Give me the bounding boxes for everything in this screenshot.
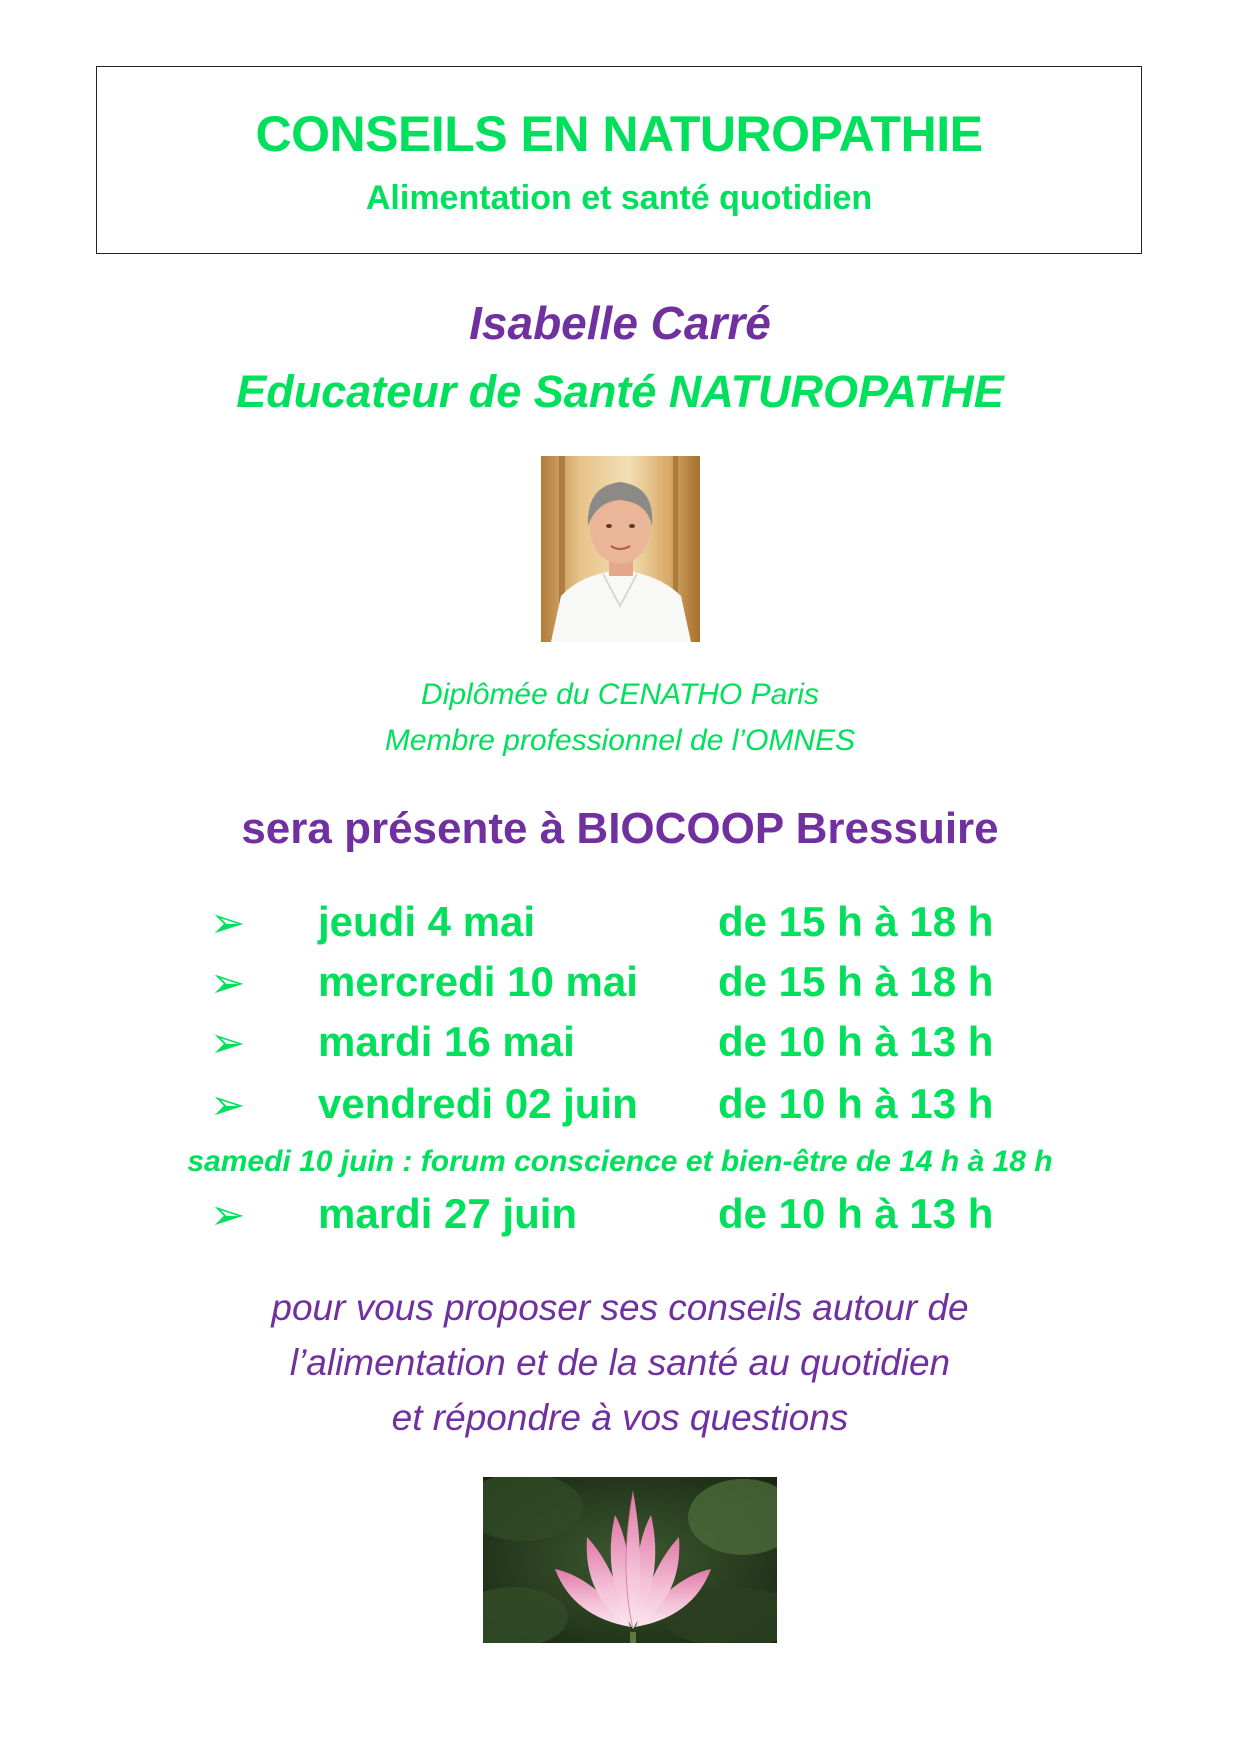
schedule-day: jeudi 4 mai [318,898,536,945]
closing-line: l’alimentation et de la santé au quotidien [289,1342,951,1383]
credential-membership: Membre professionnel de l’OMNES [384,724,856,757]
arrow-bullet-icon: ➢ [210,1191,246,1238]
schedule-row [0,1190,1240,1246]
page-title: CONSEILS EN NATUROPATHIE [255,106,983,162]
schedule-day: mercredi 10 mai [318,958,638,1005]
schedule-row [0,1018,1240,1074]
closing-line: et répondre à vos questions [391,1397,849,1438]
person-role: Educateur de Santé NATUROPATHE [236,366,1004,417]
portrait-photo [541,456,700,642]
page-subtitle: Alimentation et santé quotidien [365,179,873,217]
schedule-row [0,1080,1240,1136]
schedule-hours: de 10 h à 13 h [718,1018,994,1065]
presence-statement: sera présente à BIOCOOP Bressuire [241,804,999,853]
arrow-bullet-icon: ➢ [210,959,246,1006]
schedule-hours: de 10 h à 13 h [718,1190,994,1237]
lotus-flower-image [483,1477,777,1643]
closing-line: pour vous proposer ses conseils autour de [271,1287,969,1328]
schedule-day: mardi 27 juin [318,1190,578,1237]
schedule-day: mardi 16 mai [318,1018,575,1065]
schedule-row [0,958,1240,1014]
arrow-bullet-icon: ➢ [210,1081,246,1128]
schedule-day: vendredi 02 juin [318,1080,638,1127]
schedule-hours: de 15 h à 18 h [718,898,994,945]
forum-note: samedi 10 juin : forum conscience et bien-être de 14 h à 18 h [187,1145,1053,1178]
person-name: Isabelle Carré [469,297,771,349]
credential-diploma: Diplômée du CENATHO Paris [421,678,819,711]
schedule-hours: de 10 h à 13 h [718,1080,994,1127]
header-box [96,66,1142,254]
schedule-hours: de 15 h à 18 h [718,958,994,1005]
schedule-row [0,898,1240,954]
arrow-bullet-icon: ➢ [210,899,246,946]
arrow-bullet-icon: ➢ [210,1019,246,1066]
